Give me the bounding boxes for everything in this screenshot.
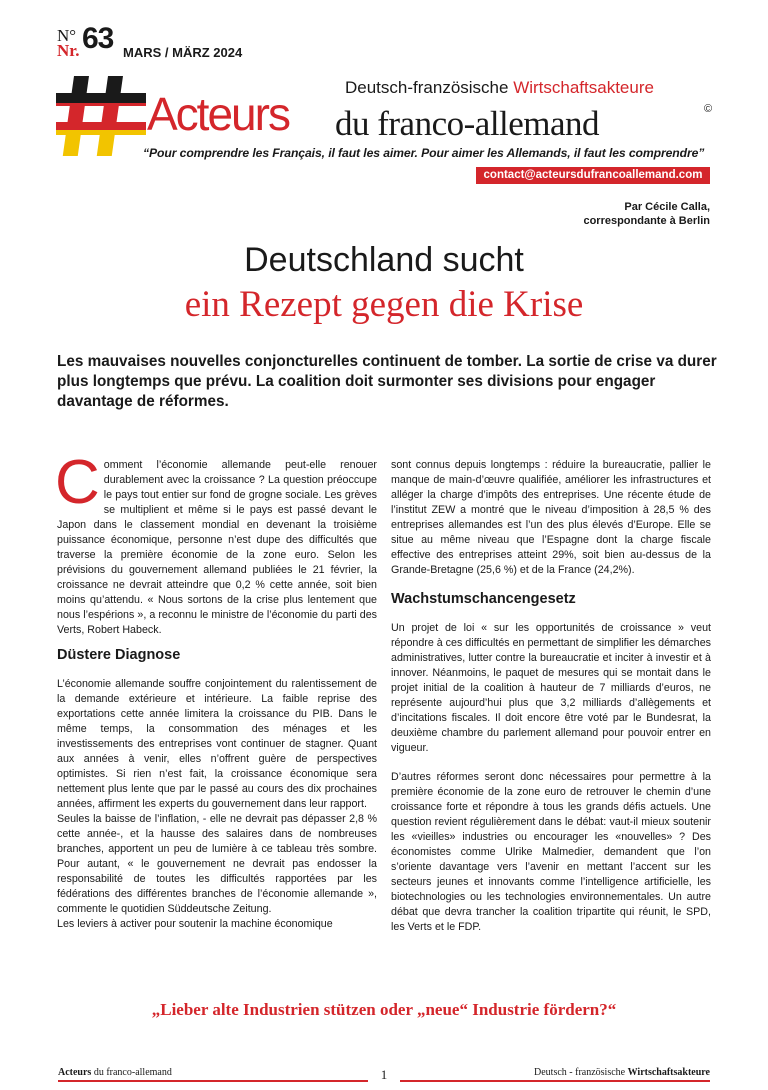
byline xyxy=(583,200,710,228)
issue-prefix xyxy=(57,28,80,58)
logo-wordmark: Acteurs xyxy=(147,88,289,140)
paragraph-levers-continued: sont connus depuis longtemps : réduire la bureaucratie, pallier le manque de main-d’œuvre qualifiée, améliorer les infrastructures et alléger la charge d’impôts des entreprises. Une récente étude de l’institut ZEW a montré que le niveau d’imposition à 28,5 % des entreprises allemandes est l’un des plus élevés d’Europe. Elle se situe au même niveau que l’Espagne dont la charge fiscale effective des entreprises atteint 29%, soit bien au-dessus de la Grande-Bretagne (25,6 %) et de la France (24,2%). xyxy=(391,459,711,576)
headline-line-2: ein Rezept gegen die Krise xyxy=(184,284,584,325)
headline-line-1: Deutschland sucht xyxy=(244,241,524,279)
copyright-mark: © xyxy=(704,103,713,115)
paragraph-growth-law: Un projet de loi « sur les opportunités de croissance » veut répondre à ces difficultés en permettant de simplifier les démarches administratives, lutter contre la bureaucratie et inciter à investir et à innover. Néanmoins, le paquet de mesures qui se montait dans le projet initial de la coalition à hauteur de 7 milliards d’euros, ne représente aujourd’hui plus que 3,2 milliards d’allègements et d’incitations fiscales. Il doit encore être voté par le Bundesrat, la deuxième chambre du parlement allemand pour pouvoir entrer en vigueur. xyxy=(391,622,711,754)
paragraph-reforms: D’autres réformes seront donc nécessaires pour permettre à la première économie de la zone euro de retrouver le chemin d’une croissance forte et répondre à tous les grands défis actuels. Une question revient régulièrement dans le débat: vaut-il mieux soutenir les «vieilles» industries ou encourager les «nouvelles» ? Des économistes comme Ulrike Malmedier, demandent que l’on s’oriente davantage vers l’avenir en mettant l’accent sur les secteurs jeunes et innovants comme l’intelligence artificielle, les biotechnologies ou les technologies environnementales. Un autre débat que devra trancher la coalition tripartite qui réunit, le SPD, les Verts et le FDP. xyxy=(391,771,711,933)
byline-author: Par Cécile Calla, xyxy=(624,201,710,213)
tagline-part-2: Wirtschaftsakteure xyxy=(513,78,654,97)
drop-cap: C xyxy=(55,448,100,517)
paragraph-inflation: Seules la baisse de l’inflation, - elle ne devrait pas dépasser 2,8 % cette année-, et la hausse des salaires dans de nombreuses branches, apportent un peu de lumière à ce tableau très sombre. Pour autant, « le gouvernement ne devrait pas endosser la responsabilité de toutes les difficultés rapportées par les fédérations des différentes branches de l’économie allemande », commente le quotidien Süddeutsche Zeitung. xyxy=(57,813,377,915)
subheading-duestere-diagnose: Düstere Diagnose xyxy=(57,647,181,663)
motto: “Pour comprendre les Français, il faut les aimer. Pour aimer les Allemands, il faut les comprendre” xyxy=(143,146,705,160)
page-number: 1 xyxy=(380,1067,388,1082)
logo-subtitle: du franco-allemand xyxy=(335,104,600,143)
footer-rule-left xyxy=(58,1080,368,1082)
issue-date: MARS / MÄRZ 2024 xyxy=(123,45,243,60)
paragraph-diagnosis: L’économie allemande souffre conjointement du ralentissement de la demande extérieure et intérieure. La faible reprise des exportations cette année limitera la croissance du PIB. Dans le même temps, la consommation des ménages et les investissements des entreprises vont continuer de stagner. Quant aux années à venir, elles n’offrent guère de perspectives optimistes. Si rien n’est fait, la croissance économique sera nettement plus lente que par le passé au cours des dix prochaines années, affirment les experts du gouvernement dans leur rapport. xyxy=(57,678,377,810)
issue-prefix-fr: N° xyxy=(57,26,77,45)
tagline-german xyxy=(345,78,654,98)
footer-rule-right xyxy=(400,1080,710,1082)
footer-right-brand xyxy=(534,1067,710,1078)
subheading-wachstumschancengesetz: Wachstumschancengesetz xyxy=(391,591,576,607)
tagline-part-1: Deutsch-französische xyxy=(345,78,514,97)
article-column-left xyxy=(55,448,377,932)
issue-number: 63 xyxy=(82,22,114,55)
issue-prefix-de: Nr. xyxy=(57,41,80,60)
article-column-right xyxy=(391,458,711,935)
lead-paragraph: Les mauvaises nouvelles conjoncturelles continuent de tomber. La sortie de crise va durer plus longtemps que prévu. La coalition doit surmonter ses divisions pour engager davantage de réformes. xyxy=(57,353,717,410)
footer-left-bold: Acteurs xyxy=(58,1067,92,1078)
paragraph-intro: omment l’économie allemande peut-elle renouer durablement avec la croissance ? La question préoccupe le pays tout entier sur fond de grogne sociale. Les grèves se multiplient et même si le pays est passé devant le Japon dans le classement mondial en devenant la troisième puissance économique, personne n’est dupe des difficultés que traverse la première économie de la zone euro. Selon les prévisions du gouvernement allemand publiées le 21 février, la croissance ne devrait atteindre que 0,2 % cette année, soit bien moins qu’attendu. « Nous sortons de la crise plus lentement que nous l’espérions », a reconnu le ministre de l’économie du parti des Verts, Robert Habeck. xyxy=(57,459,377,636)
footer-left-rest: du franco-allemand xyxy=(91,1067,172,1078)
paragraph-levers: Les leviers à activer pour soutenir la machine économique xyxy=(57,918,333,930)
footer-right-rest: Deutsch - französische xyxy=(534,1067,628,1078)
footer-right-bold: Wirtschaftsakteure xyxy=(627,1067,710,1078)
pull-quote: „Lieber alte Industrien stützen oder „neue“ Industrie fördern?“ xyxy=(151,1000,617,1019)
byline-role: correspondante à Berlin xyxy=(583,215,710,227)
hashtag-flag-logo-icon xyxy=(56,76,146,156)
contact-email-link[interactable]: contact@acteursdufrancoallemand.com xyxy=(476,167,710,184)
